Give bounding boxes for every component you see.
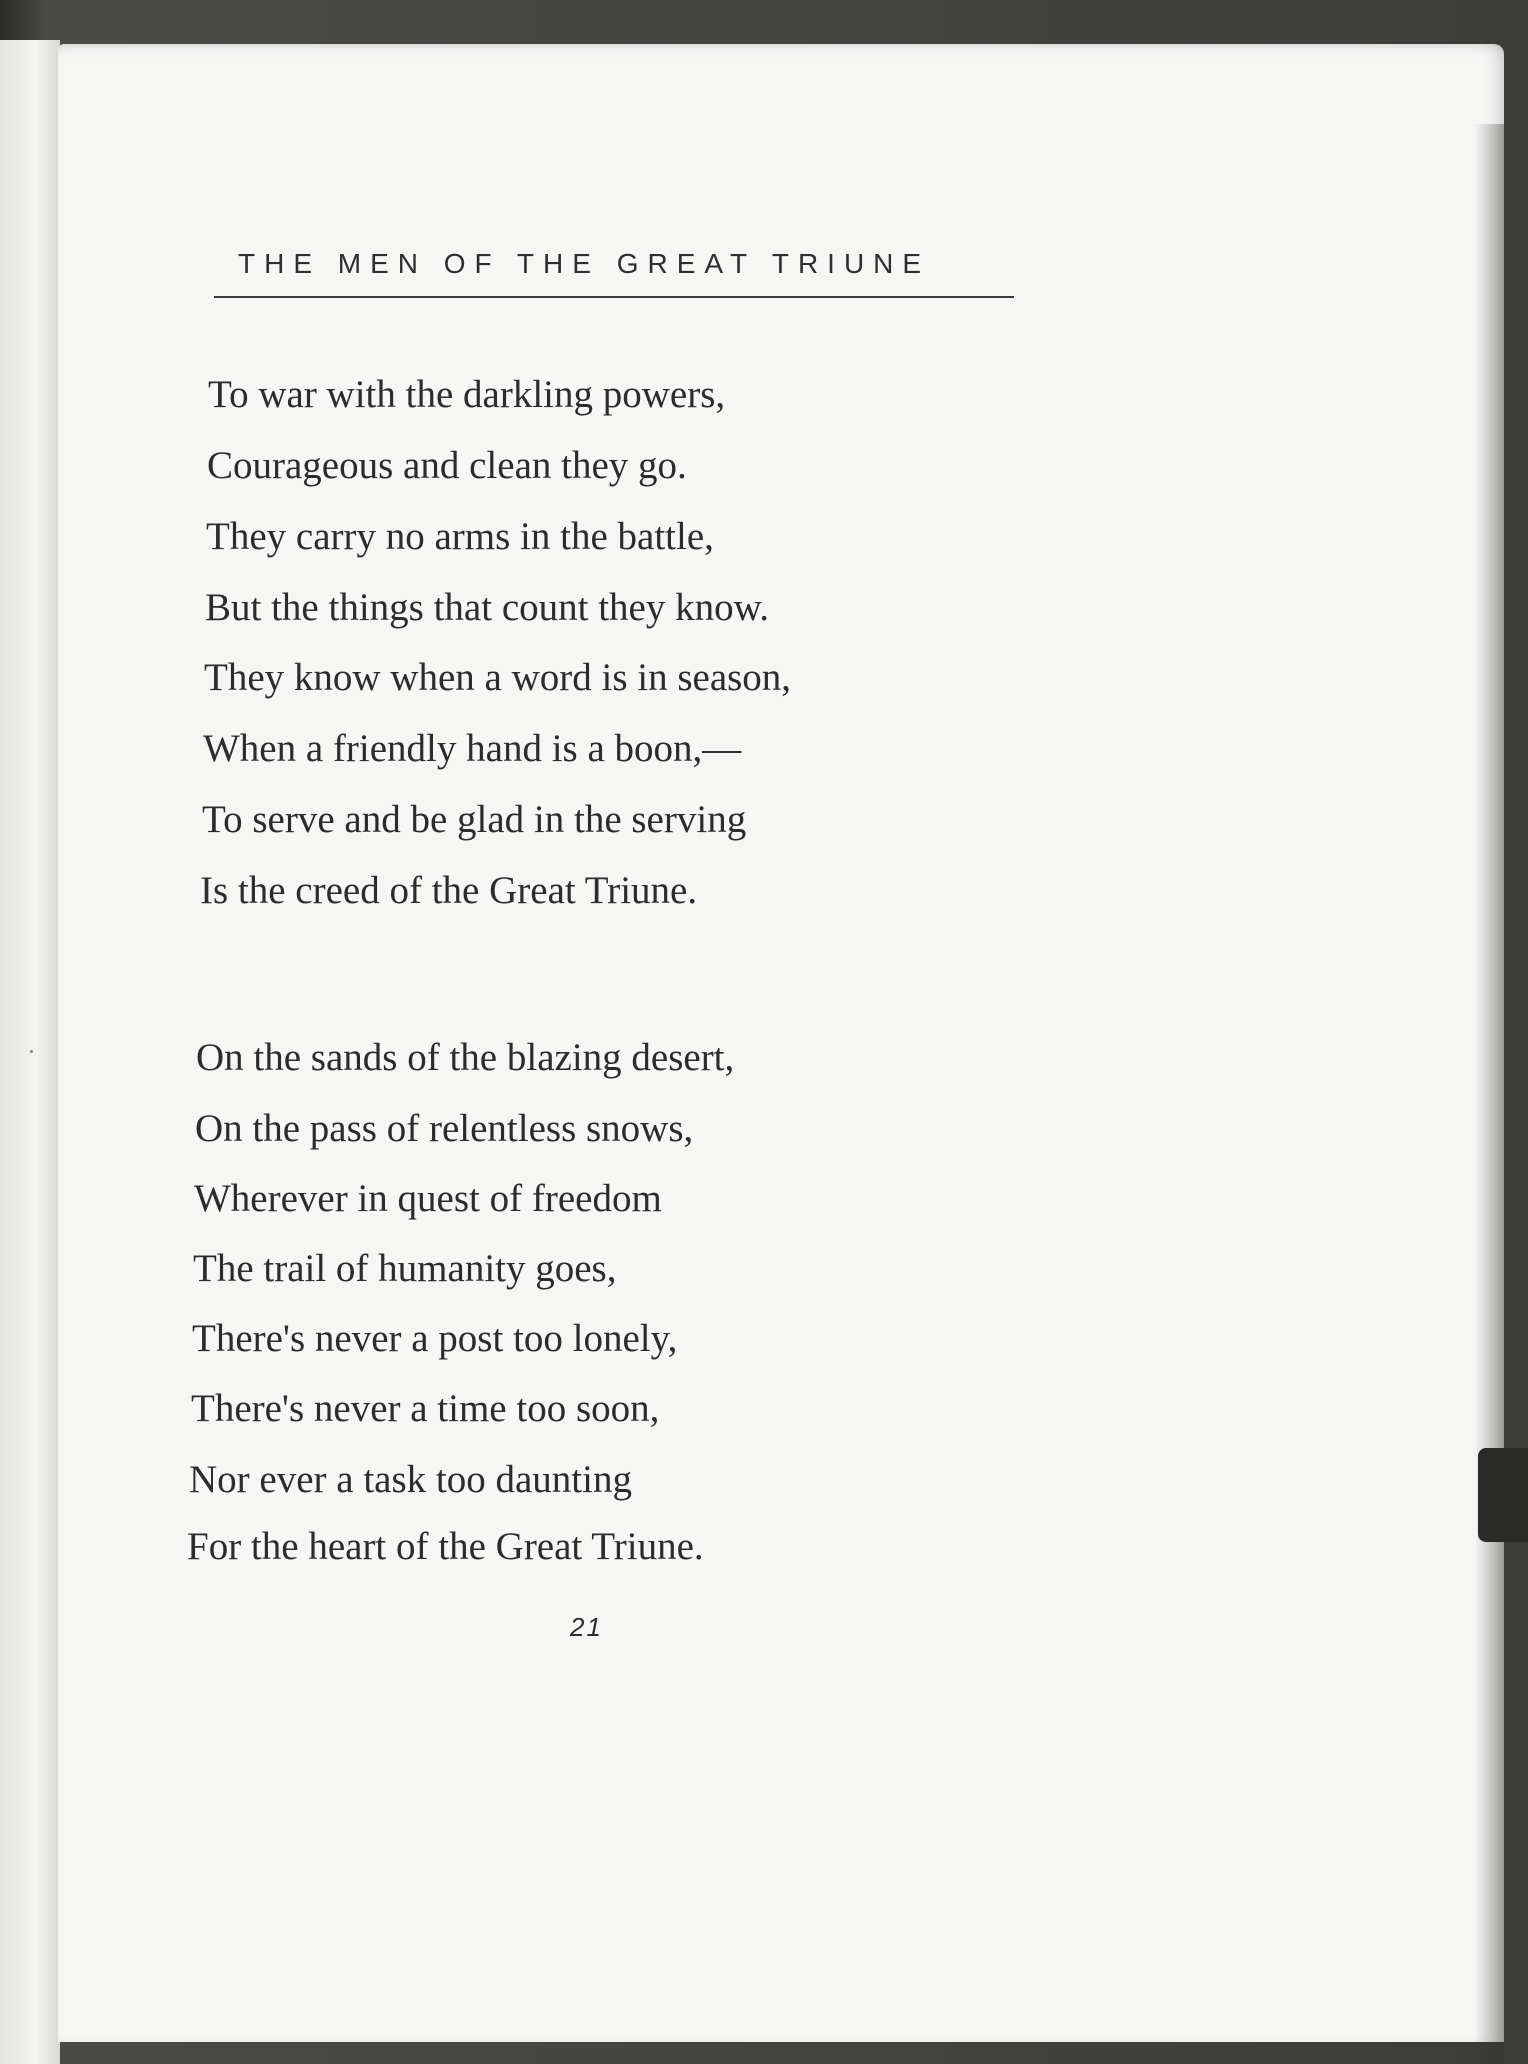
poem-line: Is the creed of the Great Triune. bbox=[200, 869, 698, 912]
page-number: 21 bbox=[570, 1612, 603, 1642]
poem-line: Nor ever a task too daunting bbox=[189, 1458, 632, 1501]
poem-line: The trail of humanity goes, bbox=[193, 1247, 617, 1290]
poem-line: To serve and be glad in the serving bbox=[202, 798, 747, 841]
poem-line: Wherever in quest of freedom bbox=[194, 1177, 662, 1220]
poem-line: But the things that count they know. bbox=[205, 586, 769, 629]
page-edge-shadow bbox=[1474, 124, 1504, 2064]
bookmark-ribbon bbox=[1478, 1448, 1528, 1542]
poem-line: For the heart of the Great Triune. bbox=[187, 1525, 704, 1568]
dust-speck bbox=[30, 1050, 33, 1053]
poem-line: They carry no arms in the battle, bbox=[206, 515, 714, 558]
running-head-rule bbox=[214, 296, 1014, 298]
poem-line: On the sands of the blazing desert, bbox=[196, 1036, 735, 1079]
poem-line: When a friendly hand is a boon,— bbox=[203, 727, 742, 770]
poem-line: They know when a word is in season, bbox=[204, 656, 792, 699]
poem-line: To war with the darkling powers, bbox=[208, 373, 726, 416]
poem-line: There's never a time too soon, bbox=[191, 1387, 660, 1430]
poem-line: Courageous and clean they go. bbox=[207, 444, 687, 487]
running-head: THE MEN OF THE GREAT TRIUNE bbox=[238, 248, 931, 279]
poem-line: There's never a post too lonely, bbox=[192, 1317, 678, 1360]
poem-line: On the pass of relentless snows, bbox=[195, 1107, 694, 1150]
